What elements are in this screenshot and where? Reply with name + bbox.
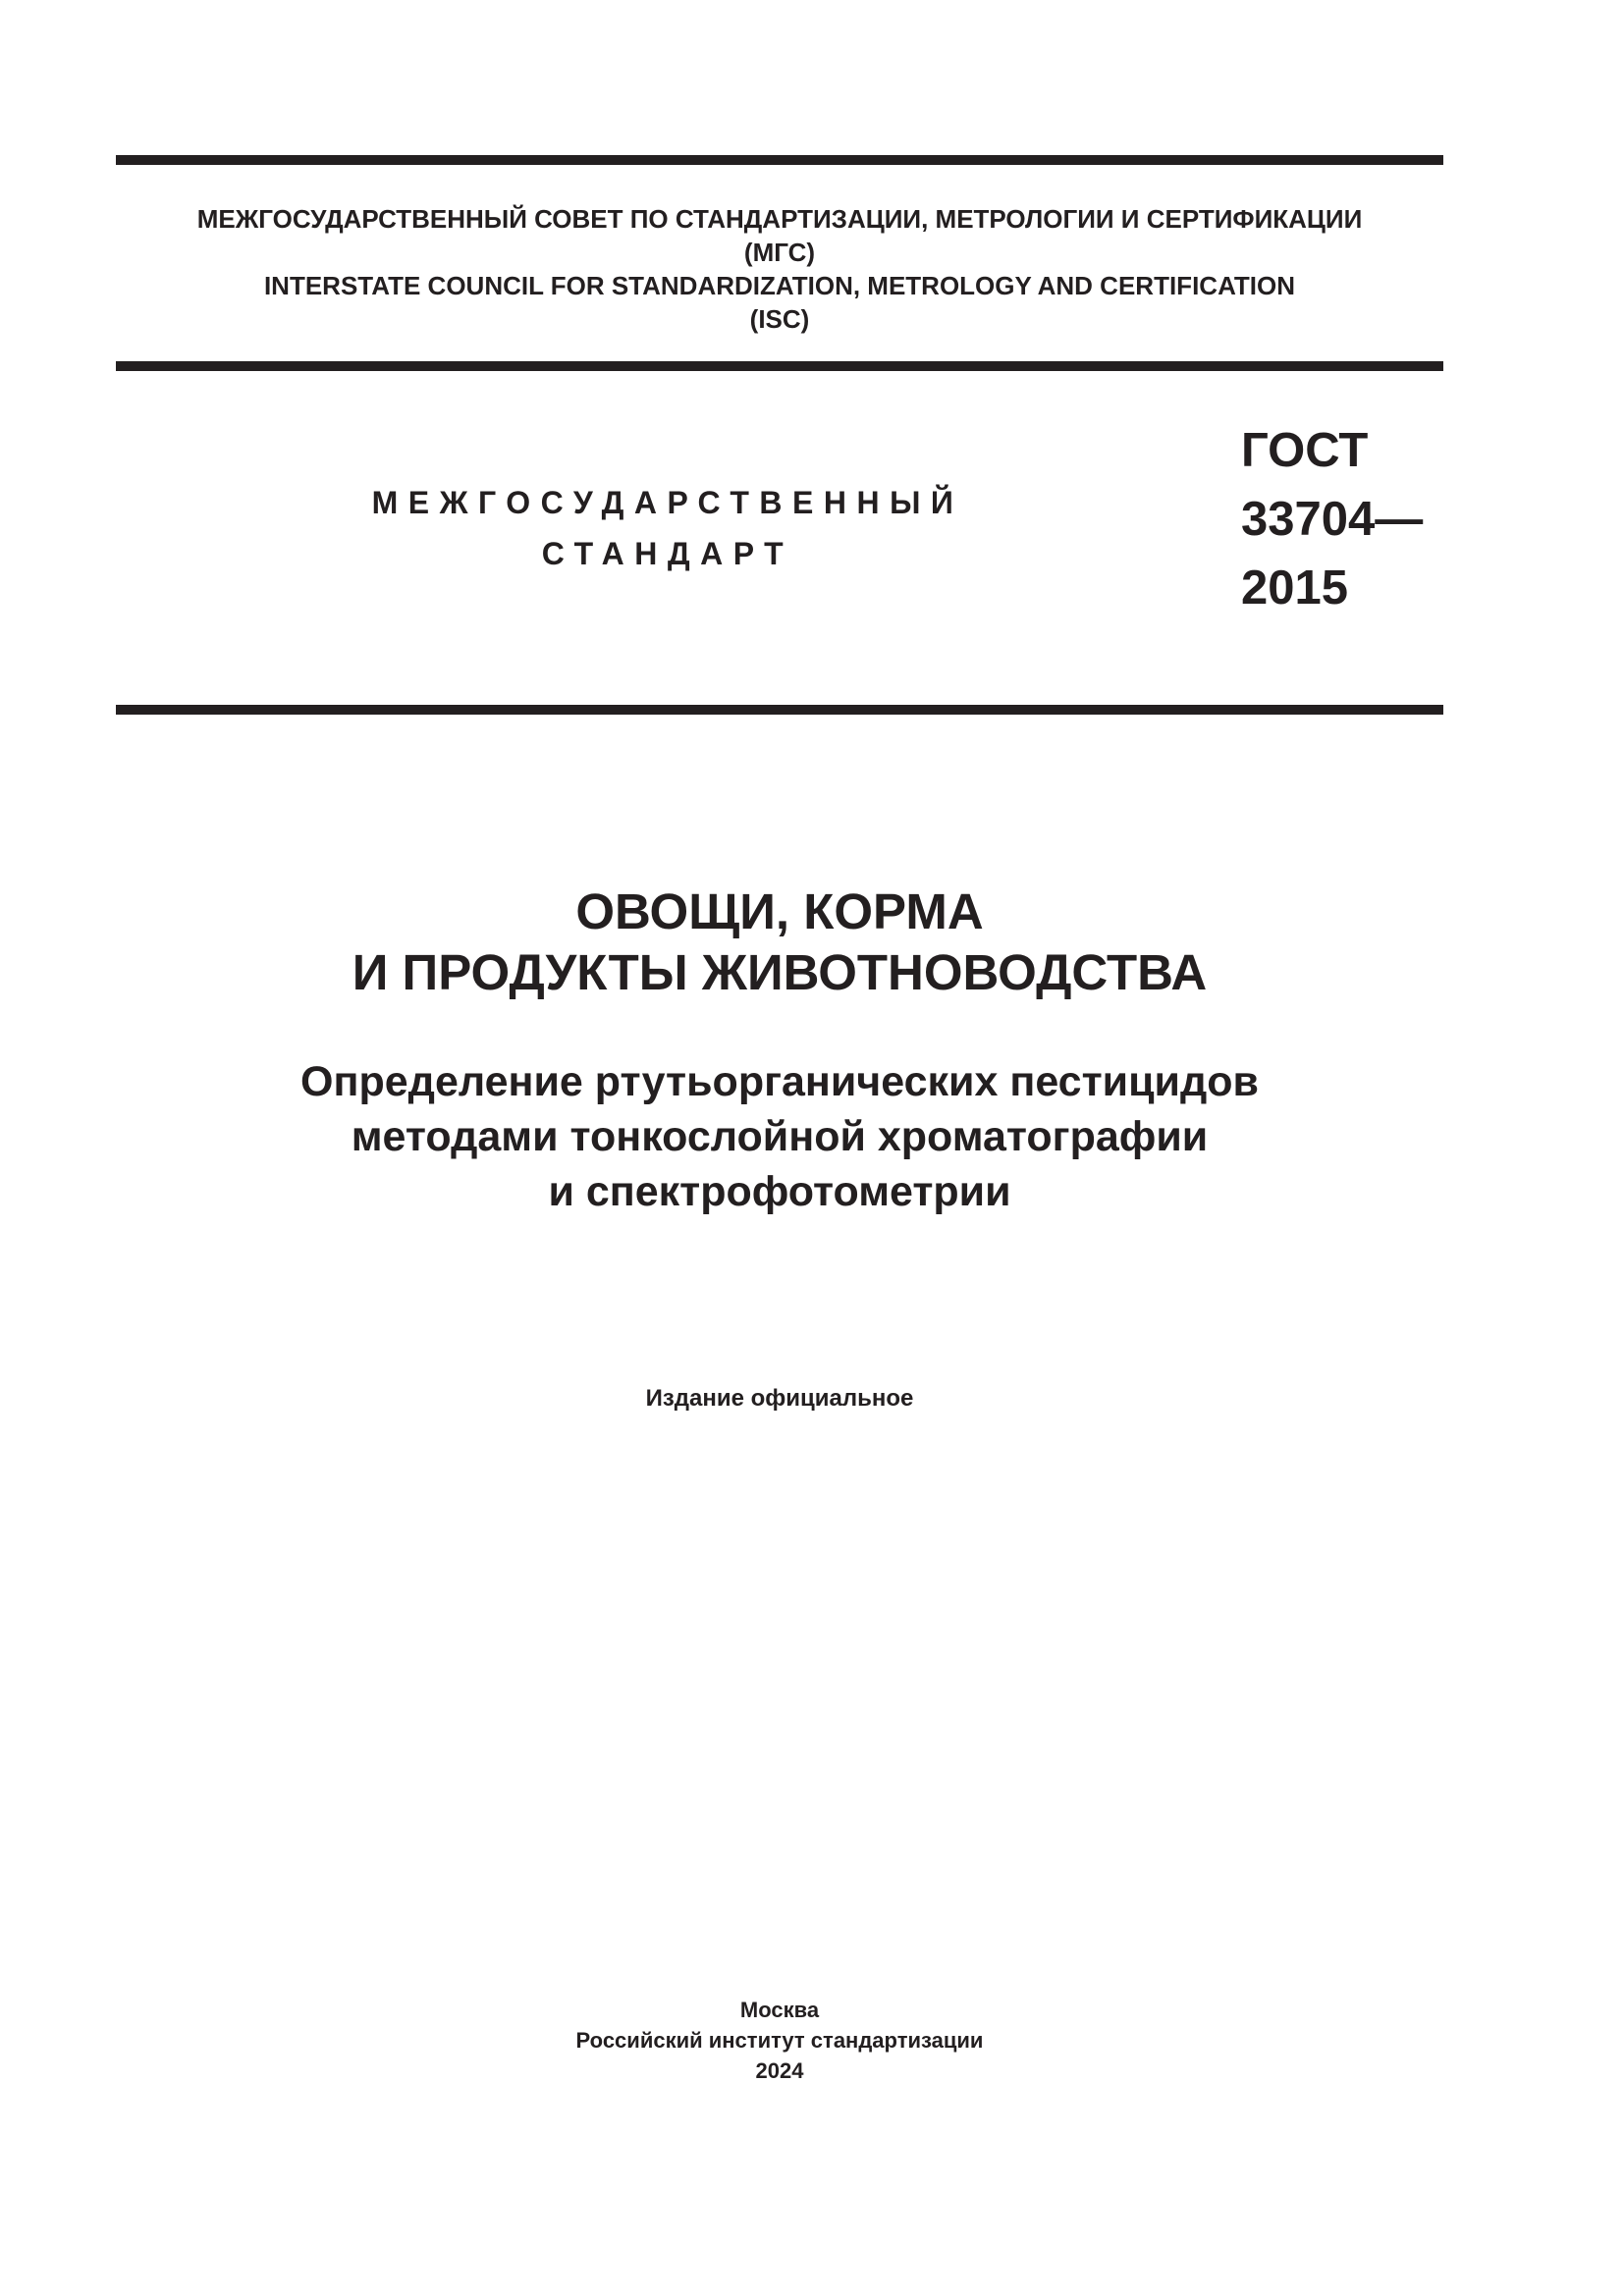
standard-designation <box>1241 416 1423 622</box>
council-name-en: INTERSTATE COUNCIL FOR STANDARDIZATION, METROLOGY AND CERTIFICATION <box>263 271 1296 300</box>
imprint-year: 2024 <box>755 2058 804 2083</box>
subtitle-line-2: методами тонкослойной хроматографии <box>351 1113 1209 1160</box>
title-line-1: ОВОЩИ, КОРМА <box>575 883 984 939</box>
standard-number: 33704— <box>1241 493 1424 546</box>
title-line-2: И ПРОДУКТЫ ЖИВОТНОВОДСТВА <box>352 944 1208 1000</box>
standard-year: 2015 <box>1241 561 1349 614</box>
subtitle-line-1: Определение ртутьорганических пестицидов <box>300 1058 1259 1105</box>
standard-prefix: ГОСТ <box>1241 424 1369 477</box>
council-header <box>116 202 1443 336</box>
imprint-city: Москва <box>739 1998 820 2022</box>
council-name-ru: МЕЖГОСУДАРСТВЕННЫЙ СОВЕТ ПО СТАНДАРТИЗАЦИИ, МЕТРОЛОГИИ И СЕРТИФИКАЦИИ <box>196 204 1363 234</box>
document-subtitle <box>116 1054 1443 1219</box>
subtitle-line-3: и спектрофотометрии <box>548 1168 1011 1215</box>
imprint-publisher: Российский институт стандартизации <box>575 2028 984 2053</box>
publisher-imprint <box>116 1995 1443 2086</box>
council-abbr-ru: (МГС) <box>743 238 816 267</box>
standard-type <box>334 477 1001 579</box>
standard-type-line-2: СТАНДАРТ <box>541 536 794 571</box>
designation-divider <box>116 705 1443 715</box>
council-abbr-en: (ISC) <box>749 304 810 334</box>
document-title <box>116 881 1443 1003</box>
top-divider <box>116 155 1443 165</box>
standard-type-line-1: МЕЖГОСУДАРСТВЕННЫЙ <box>371 485 964 520</box>
council-divider <box>116 361 1443 371</box>
edition-note: Издание официальное <box>645 1385 914 1412</box>
